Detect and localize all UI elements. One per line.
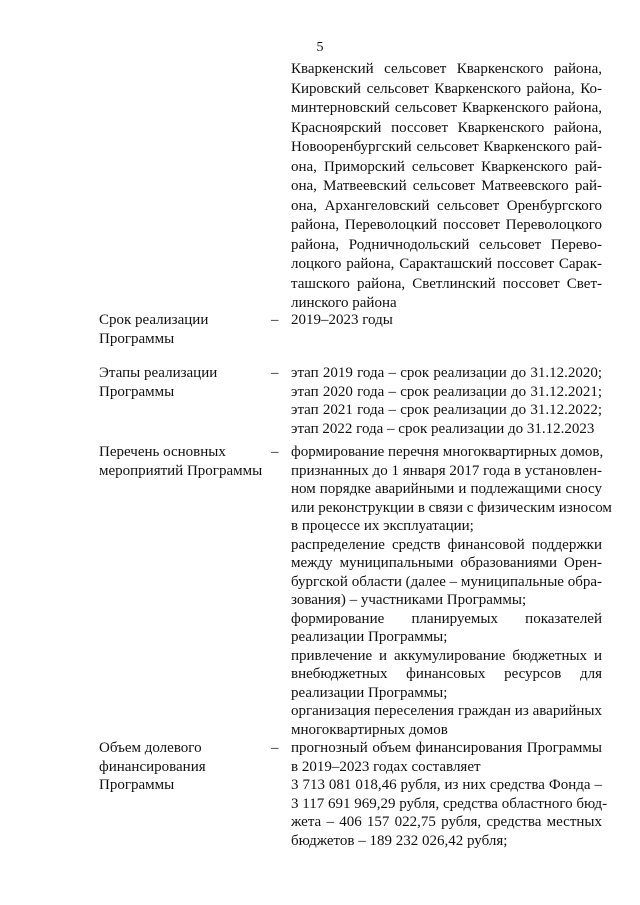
value-line: 2019–2023 годы	[291, 312, 393, 328]
row-value	[291, 311, 602, 330]
label-line: Программы	[99, 777, 175, 793]
label-line: мероприятий Программы	[99, 462, 263, 479]
value-line: бюджетов – 189 232 026,42 рубля;	[291, 832, 508, 849]
value-line: между муниципальными образованиями Орен-	[291, 555, 602, 571]
value-line: ном порядке аварийными и подлежащими сносу	[291, 481, 602, 497]
row-value	[291, 364, 602, 438]
text-line: Новооренбургский сельсовет Кваркенского рай-	[291, 139, 602, 155]
label-line: финансирования	[99, 758, 206, 775]
dash-separator: –	[271, 444, 279, 460]
value-line: внебюджетных финансовых ресурсов для	[291, 666, 602, 682]
text-line: минтерновский сельсовет Кваркенского района,	[291, 100, 602, 116]
label-line: Объем долевого	[99, 740, 202, 756]
value-line: этап 2019 года – срок реализации до 31.12.2020;	[291, 365, 602, 381]
dash-separator: –	[271, 312, 279, 328]
value-line: привлечение и аккумулирование бюджетных и	[291, 647, 602, 664]
row-label	[99, 739, 269, 795]
text-line: района, Родничнодольский сельсовет Перево-	[291, 236, 602, 253]
text-line: Красноярский поссовет Кваркенского района,	[291, 119, 602, 136]
row-label	[99, 443, 269, 480]
value-line: формирование перечня многоквартирных домов,	[291, 444, 604, 460]
value-line: этап 2022 года – срок реализации до 31.12.2023	[291, 420, 595, 437]
dash-separator: –	[271, 740, 279, 756]
row-label	[99, 364, 269, 401]
text-line: Кваркенский сельсовет Кваркенского района,	[291, 61, 602, 77]
dash-separator: –	[271, 365, 279, 381]
text-line: она, Приморский сельсовет Кваркенского рай-	[291, 158, 602, 175]
row-label	[99, 311, 269, 348]
text-line: она, Матвеевский сельсовет Матвеевского рай-	[291, 178, 602, 194]
label-line: Срок реализации	[99, 312, 209, 328]
value-line: реализации Программы;	[291, 684, 448, 701]
value-line: в процессе их эксплуатации;	[291, 518, 474, 534]
label-line: Этапы реализации	[99, 365, 218, 381]
text-line: лоцкого района, Саракташский поссовет Сарак-	[291, 256, 602, 272]
value-line: зования) – участниками Программы;	[291, 592, 527, 608]
value-line: многоквартирных домов	[291, 721, 448, 738]
value-line: реализации Программы;	[291, 629, 448, 645]
value-line: 3 713 081 018,46 рубля, из них средства Фонда –	[291, 777, 602, 793]
value-line: в 2019–2023 годах составляет	[291, 758, 481, 775]
text-line: ташского района, Светлинский поссовет Свет-	[291, 275, 602, 292]
label-line: Программы	[99, 330, 175, 347]
value-line: этап 2020 года – срок реализации до 31.12.2021;	[291, 383, 602, 400]
municipalities-list	[291, 60, 602, 314]
value-line: организация переселения граждан из аварийных	[291, 703, 602, 719]
page-number: 5	[316, 40, 324, 55]
text-line: Кировский сельсовет Кваркенского района, Ко-	[291, 80, 602, 97]
label-line: Перечень основных	[99, 444, 226, 460]
value-line: этап 2021 года – срок реализации до 31.12.2022;	[291, 402, 602, 418]
text-line: она, Архангеловский сельсовет Оренбургского	[291, 197, 602, 214]
value-line: прогнозный объем финансирования Программы	[291, 740, 602, 756]
row-value	[291, 739, 608, 850]
value-line: распределение средств финансовой поддержки	[291, 536, 602, 553]
label-line: Программы	[99, 383, 175, 400]
value-line: жета – 406 157 022,75 рубля, средства местных	[291, 814, 602, 830]
row-value	[291, 443, 612, 739]
text-line: района, Переволоцкий поссовет Переволоцкого	[291, 217, 602, 233]
text-line: линского района	[291, 295, 397, 311]
value-line: 3 117 691 969,29 рубля, средства областного бюд-	[291, 795, 608, 812]
value-line: бургской области (далее – муниципальные обра-	[291, 573, 602, 590]
value-line: формирование планируемых показателей	[291, 610, 602, 627]
value-line: признанных до 1 января 2017 года в установлен-	[291, 462, 602, 479]
value-line: или реконструкции в связи с физическим износом	[291, 499, 612, 516]
